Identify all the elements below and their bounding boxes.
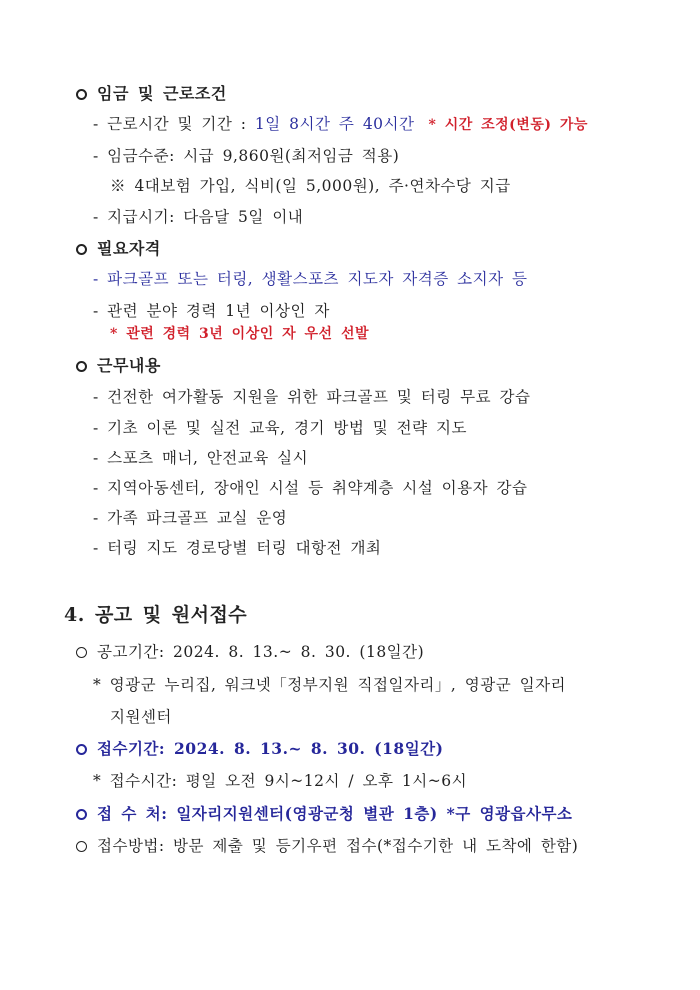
license-line: [93, 269, 527, 289]
duty-text: 건전한 여가활동 지원을 위한 파크골프 및 터링 무료 강습: [107, 388, 531, 406]
duty-item: [93, 448, 308, 468]
dash-bullet: -: [93, 270, 108, 288]
application-hours-line: [93, 771, 467, 791]
notice-channels-text: * 영광군 누리집, 워크넷「정부지원 직접일자리」, 영광군 일자리: [93, 676, 567, 694]
payday-text: 지급시기: 다음달 5일 이내: [107, 208, 304, 226]
experience-text: 관련 분야 경력 1년 이상인 자: [107, 302, 330, 320]
duty-item: [93, 478, 527, 498]
heading-text: 근무내용: [97, 356, 161, 375]
reference-mark: ※: [110, 177, 135, 195]
circle-bullet-icon: [76, 89, 87, 100]
work-hours-value: 1일 8시간 주 40시간: [254, 115, 415, 133]
section4-title: [64, 605, 247, 625]
duty-text: 지역아동센터, 장애인 시설 등 취약계층 시설 이용자 강습: [107, 479, 528, 497]
duties-heading: [76, 356, 161, 376]
dash-bullet: -: [93, 208, 108, 226]
work-hours-note: * 시간 조정(변동) 가능: [428, 117, 588, 133]
circle-bullet-icon: [76, 244, 87, 255]
application-place-text: 접 수 처: 일자리지원센터(영광군청 별관 1층) *구 영광읍사무소: [97, 804, 573, 823]
license-text: 파크골프 또는 터링, 생활스포츠 지도자 자격증 소지자 등: [107, 270, 528, 288]
dash-bullet: -: [93, 419, 108, 437]
dash-bullet: -: [93, 449, 108, 467]
payday-line: [93, 207, 303, 227]
duty-text: 기초 이론 및 실전 교육, 경기 방법 및 전략 지도: [107, 419, 467, 437]
circle-bullet-icon: [76, 647, 87, 658]
duty-item: [93, 387, 530, 407]
circle-bullet-icon: [76, 809, 87, 820]
notice-period-text: 공고기간: 2024. 8. 13.~ 8. 30. (18일간): [97, 643, 425, 661]
wage-level-line: [93, 146, 399, 166]
dash-bullet: -: [93, 479, 108, 497]
heading-text: 필요자격: [97, 239, 161, 258]
application-period-text: 접수기간: 2024. 8. 13.~ 8. 30. (18일간): [97, 739, 444, 758]
work-hours-line: [93, 114, 588, 135]
duty-text: 터링 지도 경로당별 터링 대항전 개최: [107, 539, 382, 557]
duty-text: 가족 파크골프 교실 운영: [107, 509, 288, 527]
dash-bullet: -: [93, 302, 108, 320]
notice-channels-line-2: [110, 707, 172, 727]
notice-channels-text-2: 지원센터: [110, 708, 172, 726]
duty-item: [93, 508, 287, 528]
dash-bullet: -: [93, 539, 108, 557]
duty-item: [93, 418, 467, 438]
wages-heading: [76, 84, 227, 104]
circle-bullet-icon: [76, 841, 87, 852]
preference-note: [110, 324, 369, 344]
duty-text: 스포츠 매너, 안전교육 실시: [107, 449, 309, 467]
circle-bullet-icon: [76, 361, 87, 372]
benefits-text: 4대보험 가입, 식비(일 5,000원), 주·연차수당 지급: [134, 177, 511, 195]
application-method-line: [76, 836, 578, 856]
benefits-line: [110, 176, 511, 196]
heading-text: 임금 및 근로조건: [97, 84, 227, 103]
notice-channels-line: [93, 675, 566, 695]
qualification-heading: [76, 239, 161, 259]
application-hours-text: * 접수시간: 평일 오전 9시~12시 / 오후 1시~6시: [93, 772, 468, 790]
dash-bullet: -: [93, 115, 108, 133]
circle-bullet-icon: [76, 744, 87, 755]
work-hours-label: 근로시간 및 기간 :: [107, 115, 255, 133]
experience-line: [93, 301, 330, 321]
application-period-line: [76, 739, 444, 759]
dash-bullet: -: [93, 147, 108, 165]
application-method-text: 접수방법: 방문 제출 및 등기우편 접수(*접수기한 내 도착에 한함): [97, 837, 579, 855]
wage-level-text: 임금수준: 시급 9,860원(최저임금 적용): [107, 147, 400, 165]
application-place-line: [76, 804, 572, 824]
dash-bullet: -: [93, 509, 108, 527]
section-title-text: 4. 공고 및 원서접수: [64, 604, 248, 626]
duty-item: [93, 538, 381, 558]
notice-period-line: [76, 642, 424, 662]
dash-bullet: -: [93, 388, 108, 406]
preference-text: * 관련 경력 3년 이상인 자 우선 선발: [110, 326, 369, 342]
